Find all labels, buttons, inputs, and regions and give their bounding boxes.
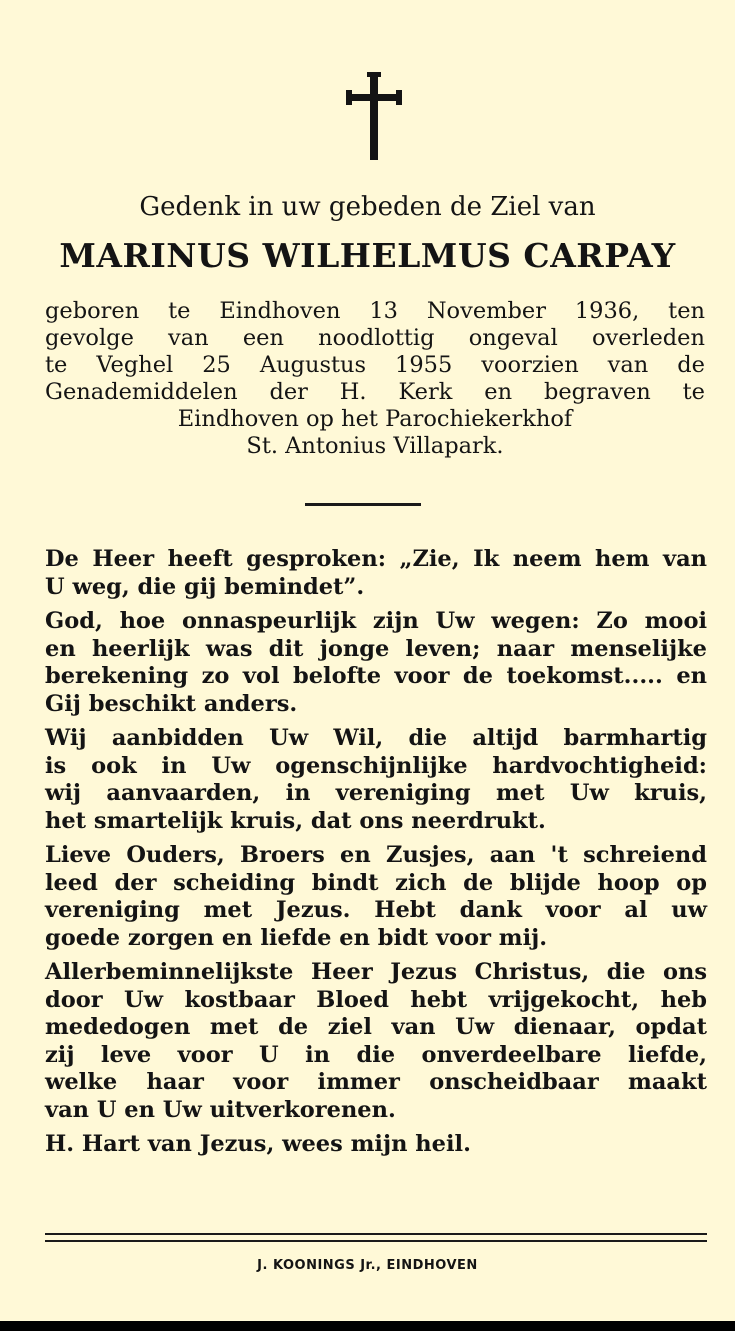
footer-rule xyxy=(45,1233,707,1235)
footer-rule xyxy=(45,1240,707,1242)
prayer-line: Wij aanbidden Uw Wil, die altijd barmhartig xyxy=(45,725,707,751)
prayer-line: het smartelijk kruis, dat ons neerdrukt. xyxy=(45,807,546,834)
prayer-line: mededogen met de ziel van Uw dienaar, opdat xyxy=(45,1014,707,1040)
bio-line: Eindhoven op het Parochiekerkhof xyxy=(177,406,573,432)
prayer-line: wij aanvaarden, in vereniging met Uw kruis, xyxy=(45,780,707,806)
prayer-line: berekening zo vol belofte voor de toekomst..... en xyxy=(45,663,707,689)
prayer-line: Gij beschikt anders. xyxy=(45,690,298,717)
prayer-line: goede zorgen en liefde en bidt voor mij. xyxy=(45,924,548,951)
prayer-text xyxy=(45,546,707,1166)
separator-line xyxy=(305,503,421,506)
prayer-line: zij leve voor U in die onverdeelbare liefde, xyxy=(45,1041,707,1068)
bio-line: gevolge van een noodlottig ongeval overleden xyxy=(45,325,705,351)
prayer-line: Lieve Ouders, Broers en Zusjes, aan 't schreiend xyxy=(45,842,707,868)
bio-line: St. Antonius Villapark. xyxy=(246,433,504,459)
prayer-line: leed der scheiding bindt zich de blijde hoop op xyxy=(45,869,707,896)
prayer-line: door Uw kostbaar Bloed hebt vrijgekocht, heb xyxy=(45,986,707,1013)
prayer-line: van U en Uw uitverkorenen. xyxy=(45,1096,396,1123)
prayer-line: De Heer heeft gesproken: „Zie, Ik neem hem van xyxy=(45,546,707,572)
prayer-line: U weg, die gij bemindet”. xyxy=(45,573,365,600)
prayer-line: en heerlijk was dit jonge leven; naar menselijke xyxy=(45,635,707,662)
prayer-paragraph xyxy=(45,959,707,1124)
prayer-line: Allerbeminnelijkste Heer Jezus Christus, die ons xyxy=(45,959,707,985)
intro-line: Gedenk in uw gebeden de Ziel van xyxy=(139,192,596,222)
bio-line: geboren te Eindhoven 13 November 1936, ten xyxy=(45,298,705,324)
prayer-paragraph xyxy=(45,546,707,601)
bio-line: Genademiddelen der H. Kerk en begraven te xyxy=(45,379,705,405)
prayer-line: is ook in Uw ogenschijnlijke hardvochtigheid: xyxy=(45,752,707,779)
prayer-line: vereniging met Jezus. Hebt dank voor al uw xyxy=(45,897,707,923)
prayer-paragraph xyxy=(45,608,707,718)
deceased-name: MARINUS WILHELMUS CARPAY xyxy=(59,236,676,275)
prayer-line: H. Hart van Jezus, wees mijn heil. xyxy=(45,1131,471,1157)
prayer-line: welke haar voor immer onscheidbaar maakt xyxy=(45,1069,707,1095)
bio-line: te Veghel 25 Augustus 1955 voorzien van de xyxy=(45,352,705,378)
cross-icon xyxy=(346,72,402,160)
prayer-paragraph xyxy=(45,842,707,952)
biography xyxy=(45,298,705,460)
prayer-paragraph xyxy=(45,725,707,835)
prayer-paragraph xyxy=(45,1131,707,1159)
printer-imprint: J. KOONINGS Jr., EINDHOVEN xyxy=(257,1258,478,1273)
prayer-line: God, hoe onnaspeurlijk zijn Uw wegen: Zo mooi xyxy=(45,608,707,634)
